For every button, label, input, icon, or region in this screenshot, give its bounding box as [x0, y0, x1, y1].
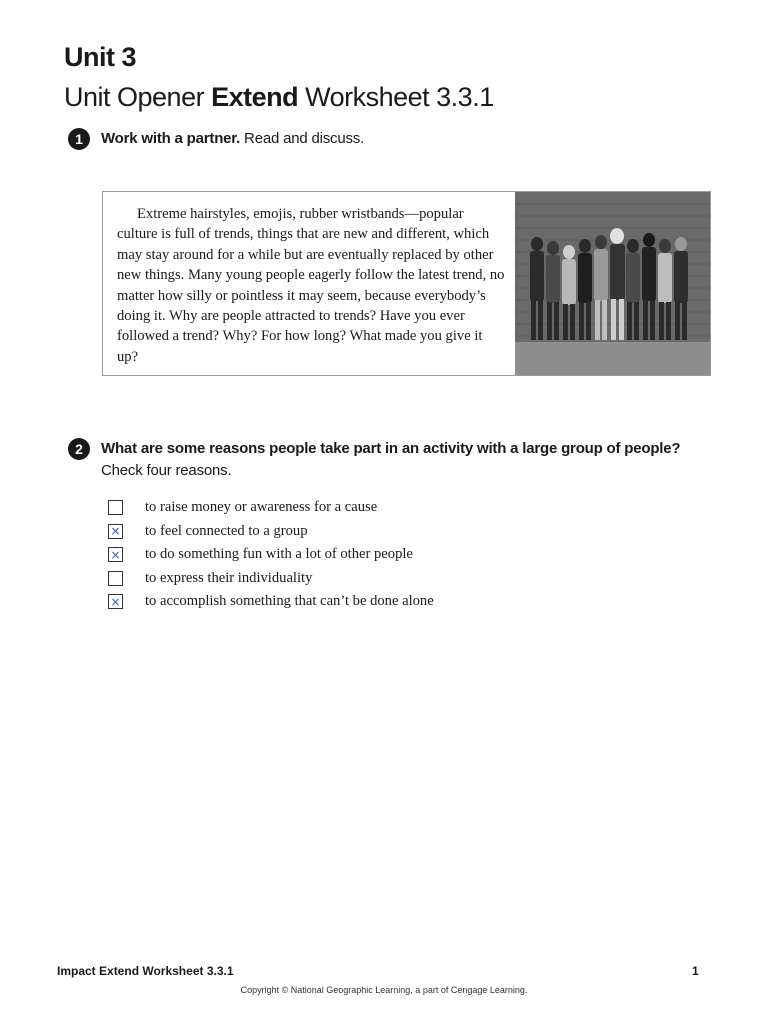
checklist-label: to express their individuality [145, 569, 313, 586]
step-2 [68, 438, 680, 482]
checklist-item [108, 567, 434, 591]
step-2-bold: What are some reasons people take part in an activity with a large group of people? [101, 440, 681, 457]
checkbox[interactable]: × [108, 594, 123, 609]
page-number: 1 [692, 964, 699, 978]
step-2-instruction [101, 438, 680, 482]
copyright-notice: Copyright © National Geographic Learning, a part of Cengage Learning. [240, 985, 528, 995]
footer-worksheet-name: Impact Extend Worksheet 3.3.1 [57, 964, 234, 978]
checklist-item [108, 543, 434, 567]
unit-label: Unit 3 [64, 42, 137, 72]
title-bold: Extend [211, 82, 299, 112]
step-2-number: 2 [68, 438, 90, 460]
step-2-rest: Check four reasons. [101, 462, 232, 479]
checkbox[interactable]: × [108, 524, 123, 539]
reasons-checklist [108, 496, 434, 614]
title-prefix: Unit Opener [64, 82, 212, 112]
reading-box [102, 191, 711, 376]
step-1-rest: Read and discuss. [240, 130, 365, 147]
step-1 [68, 128, 364, 150]
checklist-item [108, 496, 434, 520]
checkbox[interactable] [108, 571, 123, 586]
title-suffix: Worksheet 3.3.1 [298, 82, 494, 112]
step-1-number: 1 [68, 128, 90, 150]
checklist-label: to feel connected to a group [145, 522, 308, 539]
step-1-bold: Work with a partner. [101, 130, 241, 147]
group-photo [515, 192, 710, 375]
step-1-instruction [101, 128, 364, 150]
checklist-label: to accomplish something that can’t be done alone [145, 593, 434, 610]
worksheet-title [64, 82, 494, 113]
checklist-item [108, 520, 434, 544]
checklist-label: to do something fun with a lot of other people [145, 546, 413, 563]
checklist-item [108, 590, 434, 614]
checkbox[interactable] [108, 500, 123, 515]
checkbox[interactable]: × [108, 547, 123, 562]
group-photo-illustration [515, 192, 710, 375]
checklist-label: to raise money or awareness for a cause [145, 499, 378, 516]
reading-passage: Extreme hairstyles, emojis, rubber wristbands—popular culture is full of trends, things that are new and different, which may stay around for a while but are eventually replaced by other new things. Many young people eagerly follow the latest trend, no matter how silly or pointless it may seem, because everybody’s doing it. Why are people attracted to trends? Have you ever followed a trend? Why? For how long? What made you give it up? [117, 206, 505, 365]
